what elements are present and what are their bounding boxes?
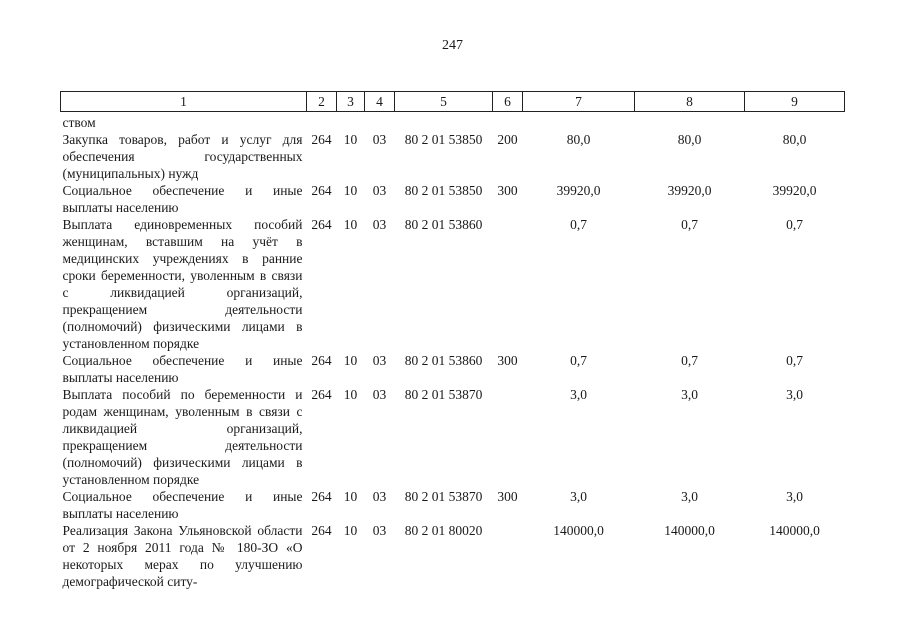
table-row bbox=[61, 522, 845, 590]
row-amount-col7: 140000,0 bbox=[553, 523, 604, 538]
header-cell: 4 bbox=[365, 92, 395, 112]
row-section: 10 bbox=[343, 217, 358, 232]
row-target-article: 80 2 01 53850 bbox=[404, 132, 483, 147]
table-row bbox=[61, 182, 845, 216]
row-description: Социальное обеспечение и иные выплаты населению bbox=[62, 353, 303, 385]
header-cell: 8 bbox=[635, 92, 745, 112]
row-section: 10 bbox=[343, 132, 358, 147]
table-row bbox=[61, 131, 845, 182]
table-row bbox=[61, 386, 845, 488]
row-section: 10 bbox=[343, 523, 358, 538]
row-ministry-code: 264 bbox=[311, 217, 332, 232]
row-ministry-code: 264 bbox=[311, 489, 332, 504]
header-cell: 2 bbox=[307, 92, 337, 112]
row-amount-col9: 0,7 bbox=[786, 353, 803, 368]
row-expense-type: 300 bbox=[497, 183, 518, 198]
row-amount-col7: 3,0 bbox=[570, 387, 587, 402]
budget-table bbox=[60, 91, 845, 590]
row-subsection: 03 bbox=[372, 489, 387, 504]
row-section: 10 bbox=[343, 387, 358, 402]
row-amount-col8: 0,7 bbox=[681, 353, 698, 368]
header-cell: 7 bbox=[523, 92, 635, 112]
header-cell: 9 bbox=[745, 92, 845, 112]
row-amount-col8: 3,0 bbox=[681, 387, 698, 402]
row-ministry-code: 264 bbox=[311, 353, 332, 368]
row-amount-col7: 80,0 bbox=[566, 132, 591, 147]
row-description: Социальное обеспечение и иные выплаты населению bbox=[62, 489, 303, 521]
header-cell: 6 bbox=[493, 92, 523, 112]
row-subsection: 03 bbox=[372, 132, 387, 147]
row-amount-col9: 39920,0 bbox=[772, 183, 817, 198]
row-expense-type bbox=[493, 522, 523, 590]
row-amount-col8: 80,0 bbox=[677, 132, 702, 147]
row-subsection: 03 bbox=[372, 387, 387, 402]
row-description: Реализация Закона Ульяновской области от 2 ноября 2011 года № 180-ЗО «О некоторых мерах по улучшению демографической ситу- bbox=[62, 523, 303, 589]
row-amount-col8: 3,0 bbox=[681, 489, 698, 504]
row-amount-col8: 39920,0 bbox=[667, 183, 712, 198]
row-ministry-code: 264 bbox=[311, 523, 332, 538]
row-amount-col7: 0,7 bbox=[570, 217, 587, 232]
header-cell: 5 bbox=[395, 92, 493, 112]
row-description: Закупка товаров, работ и услуг для обеспечения государственных (муниципальных) нужд bbox=[62, 132, 303, 181]
row-amount-col7 bbox=[523, 112, 635, 132]
row-description: Социальное обеспечение и иные выплаты населению bbox=[62, 183, 303, 215]
row-amount-col8: 0,7 bbox=[681, 217, 698, 232]
row-section: 10 bbox=[343, 489, 358, 504]
row-subsection: 03 bbox=[372, 523, 387, 538]
header-cell: 3 bbox=[337, 92, 365, 112]
row-target-article: 80 2 01 53870 bbox=[404, 387, 483, 402]
row-ministry-code: 264 bbox=[311, 183, 332, 198]
row-amount-col7: 3,0 bbox=[570, 489, 587, 504]
row-amount-col8: 140000,0 bbox=[664, 523, 715, 538]
row-subsection: 03 bbox=[372, 183, 387, 198]
row-target-article bbox=[395, 112, 493, 132]
row-expense-type bbox=[493, 386, 523, 488]
row-amount-col9: 80,0 bbox=[782, 132, 807, 147]
table-body bbox=[61, 112, 845, 591]
row-ministry-code: 264 bbox=[311, 387, 332, 402]
row-description: Выплата пособий по беременности и родам женщинам, уволенным в связи с ликвидацией организаций, прекращением деятельности (полномочий) физическими лицами в установленном порядке bbox=[62, 387, 303, 487]
row-amount-col7: 0,7 bbox=[570, 353, 587, 368]
row-target-article: 80 2 01 53870 bbox=[404, 489, 483, 504]
header-cell: 1 bbox=[61, 92, 307, 112]
row-subsection bbox=[365, 112, 395, 132]
row-amount-col9 bbox=[745, 112, 845, 132]
row-expense-type bbox=[493, 112, 523, 132]
table-row bbox=[61, 352, 845, 386]
row-section bbox=[337, 112, 365, 132]
row-target-article: 80 2 01 80020 bbox=[404, 523, 483, 538]
row-section: 10 bbox=[343, 183, 358, 198]
row-amount-col9: 3,0 bbox=[786, 489, 803, 504]
table-row bbox=[61, 488, 845, 522]
row-subsection: 03 bbox=[372, 217, 387, 232]
row-expense-type: 200 bbox=[497, 132, 518, 147]
row-section: 10 bbox=[343, 353, 358, 368]
row-amount-col9: 3,0 bbox=[786, 387, 803, 402]
page-number: 247 bbox=[442, 38, 463, 53]
row-target-article: 80 2 01 53860 bbox=[404, 353, 483, 368]
row-amount-col9: 140000,0 bbox=[769, 523, 820, 538]
row-target-article: 80 2 01 53850 bbox=[404, 183, 483, 198]
row-amount-col7: 39920,0 bbox=[556, 183, 601, 198]
row-expense-type: 300 bbox=[497, 353, 518, 368]
table-header-row bbox=[61, 92, 845, 112]
row-expense-type: 300 bbox=[497, 489, 518, 504]
row-amount-col8 bbox=[635, 112, 745, 132]
table-row bbox=[61, 112, 845, 132]
row-target-article: 80 2 01 53860 bbox=[404, 217, 483, 232]
row-description: Выплата единовременных пособий женщинам, вставшим на учёт в медицинских учреждениях в ранние сроки беременности, уволенным в связи с ликвидацией организаций, прекращением деятельности (полномочий) физическими лицами в установленном порядке bbox=[62, 217, 303, 351]
table-row bbox=[61, 216, 845, 352]
row-expense-type bbox=[493, 216, 523, 352]
row-subsection: 03 bbox=[372, 353, 387, 368]
row-amount-col9: 0,7 bbox=[786, 217, 803, 232]
row-ministry-code: 264 bbox=[311, 132, 332, 147]
row-ministry-code bbox=[307, 112, 337, 132]
row-description: ством bbox=[62, 115, 96, 130]
